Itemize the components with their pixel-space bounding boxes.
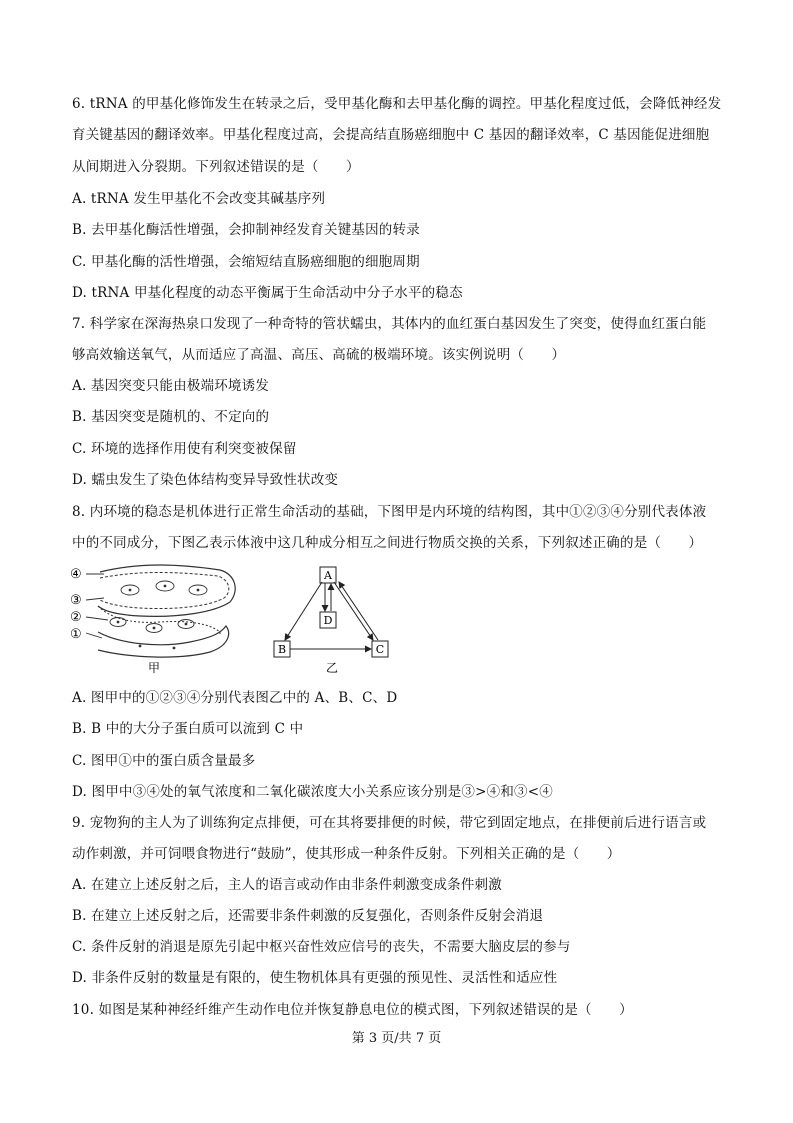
question-8-option-c: C. 图甲①中的蛋白质含量最多 [72, 753, 256, 769]
question-10-stem-line-1: 10. 如图是某种神经纤维产生动作电位并恢复静息电位的模式图，下列叙述错误的是（ ） [72, 1002, 633, 1018]
question-6-option-a: A. tRNA 发生甲基化不会改变其碱基序列 [72, 191, 326, 207]
figure-jia-label-2: ② [70, 610, 82, 625]
question-8-option-a: A. 图甲中的①②③④分别代表图乙中的 A、B、C、D [72, 690, 398, 706]
figure-jia-label-3: ③ [70, 593, 82, 608]
label-line [86, 617, 108, 620]
question-9-stem-line-1: 9. 宠物狗的主人为了训练狗定点排便，可在其将要排便的时候，带它到固定地点，在排便前后进行语言或 [72, 815, 707, 831]
blood-cell-nucleus [129, 589, 132, 592]
arrow-a-to-c [334, 582, 373, 640]
question-8-option-b: B. B 中的大分子蛋白质可以流到 C 中 [72, 721, 304, 737]
question-9-option-d: D. 非条件反射的数量是有限的，使生物机体具有更强的预见性、灵活性和适应性 [72, 970, 558, 986]
question-7-stem-line-2: 够高效输送氧气，从而适应了高温、高压、高硫的极端环境。该实例说明（ ） [72, 347, 566, 363]
lymph-vessel [98, 626, 229, 657]
label-line [86, 598, 104, 600]
question-7-stem-line-1: 7. 科学家在深海热泉口发现了一种奇特的管状蠕虫，其体内的血红蛋白基因发生了突变，使得血红蛋白能 [72, 316, 707, 332]
figure-jia-label-4: ④ [70, 567, 82, 582]
question-7-option-c: C. 环境的选择作用使有利突变被保留 [72, 441, 297, 457]
blood-cell-nucleus [197, 589, 200, 592]
arrow-a-to-b [285, 582, 322, 640]
figure-yi-caption: 乙 [326, 661, 339, 675]
figure-jia-label-1: ① [70, 627, 82, 642]
question-6-option-b: B. 去甲基化酶活性增强，会抑制神经发育关键基因的转录 [72, 222, 420, 238]
blood-cell-nucleus [164, 585, 167, 588]
label-line [86, 633, 102, 638]
page-footer: 第 3 页/共 7 页 [351, 1031, 442, 1046]
tissue-cell-nucleus [153, 627, 156, 630]
question-6-stem-line-1: 6. tRNA 的甲基化修饰发生在转录之后，受甲基化酶和去甲基化酶的调控。甲基化程度过低，会降低神经发 [72, 96, 722, 112]
capillary-wall-inner [100, 573, 229, 609]
question-7-option-d: D. 蠕虫发生了染色体结构变异导致性状改变 [72, 472, 339, 488]
lymph-cell [173, 647, 176, 650]
question-6-option-d: D. tRNA 甲基化程度的动态平衡属于生命活动中分子水平的稳态 [72, 285, 463, 301]
question-8-stem-line-2: 中的不同成分，下图乙表示体液中这几种成分相互之间进行物质交换的关系，下列叙述正确的是（ ） [72, 535, 703, 551]
tissue-boundary [98, 606, 220, 634]
node-d: D [323, 614, 333, 627]
question-8-stem-line-1: 8. 内环境的稳态是机体进行正常生命活动的基础，下图甲是内环境的结构图，其中①②③④分别代表体液 [72, 504, 707, 520]
tissue-cell-nucleus [117, 621, 120, 624]
question-6-stem-line-2: 育关键基因的翻译效率。甲基化程度过高，会提高结直肠癌细胞中 C 基因的翻译效率，C 基因能促进细胞 [72, 127, 710, 143]
figure-yi [268, 562, 398, 676]
question-6-stem-line-3: 从间期进入分裂期。下列叙述错误的是（ ） [72, 159, 360, 175]
question-9-option-b: B. 在建立上述反射之后，还需要非条件刺激的反复强化，否则条件反射会消退 [72, 908, 544, 924]
node-c: C [375, 643, 385, 656]
question-7-option-a: A. 基因突变只能由极端环境诱发 [72, 378, 270, 394]
node-b: B [277, 643, 287, 656]
arrow-c-to-a [339, 582, 378, 640]
question-9-option-c: C. 条件反射的消退是原先引起中枢兴奋性效应信号的丧失，不需要大脑皮层的参与 [72, 939, 571, 955]
question-6-option-c: C. 甲基化酶的活性增强，会缩短结直肠癌细胞的细胞周期 [72, 254, 420, 270]
figure-jia [70, 562, 240, 676]
node-a: A [324, 569, 332, 582]
question-9-stem-line-2: 动作刺激，并可饲喂食物进行“鼓励”，使其形成一种条件反射。下列相关正确的是（ ） [72, 846, 621, 862]
question-8-option-d: D. 图甲中③④处的氧气浓度和二氧化碳浓度大小关系应该分别是③>④和③<④ [72, 784, 553, 800]
figure-jia-caption: 甲 [148, 661, 161, 675]
question-7-option-b: B. 基因突变是随机的、不定向的 [72, 409, 270, 425]
tissue-cell-nucleus [185, 623, 188, 626]
lymph-cell [139, 645, 142, 648]
question-9-option-a: A. 在建立上述反射之后，主人的语言或动作由非条件刺激变成条件刺激 [72, 877, 502, 893]
